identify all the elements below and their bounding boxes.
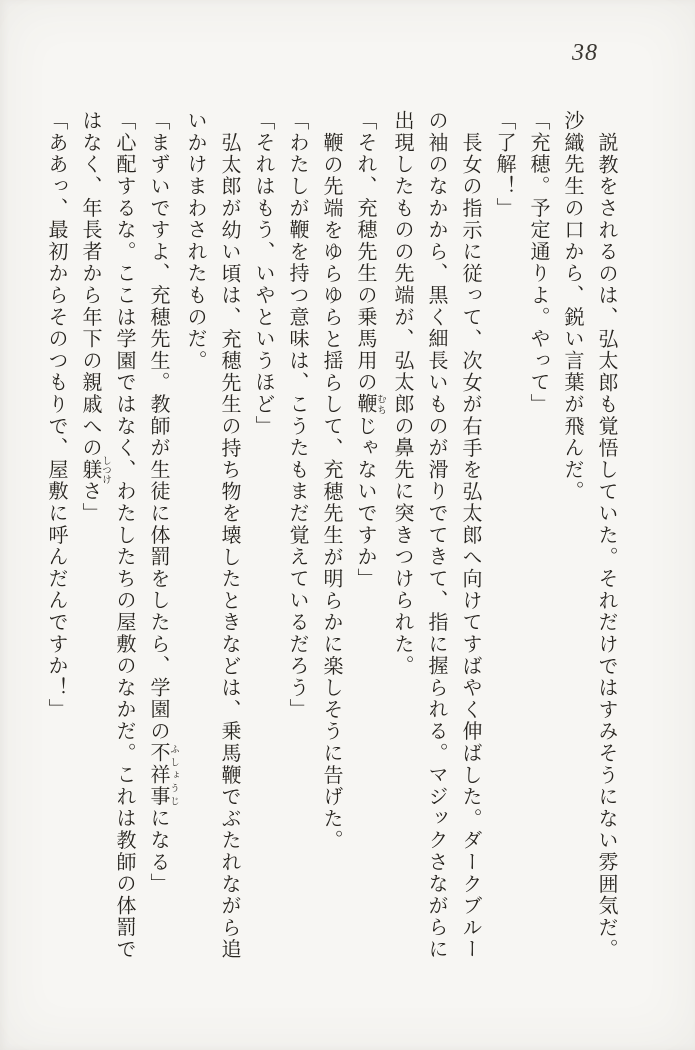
paragraph: 「それ、充穂先生の乗馬用の鞭 むちじゃないですか」 (354, 110, 385, 590)
paragraph: 「まずいですよ、充穂先生。教師が生徒に体罰をしたら、学園の不祥事 ふしょうじになる」 (147, 110, 178, 895)
paragraph: 「わたしが鞭を持つ意味は、こうたもまだ覚えているだろう」 (286, 110, 308, 721)
paragraph: 説教をされるのは、弘太郎も覚悟していた。それだけではすみそうにない雰囲気だ。沙織先生の口から、鋭い言葉が飛んだ。 (561, 110, 617, 961)
paragraph: 「心配するな。ここは学園ではなく、わたしたちの屋敷のなかだ。これは教師の体罰ではなく、年長者から年下の親戚への躾 しつけさ」 (79, 110, 135, 961)
paragraph: 長女の指示に従って、次女が右手を弘太郎へ向けてすばやく伸ばした。ダークブルーの袖のなかから、黒く細長いものが滑りでてきて、指に握られる。マジックさながらに出現したものの先端が、弘太郎の鼻先に突きつけられた。 (391, 110, 481, 961)
paragraph: 「ああっ、最初からそのつもりで、屋敷に呼んだんですか！」 (45, 110, 67, 721)
body-text (43, 110, 623, 968)
furigana-ruby: 不祥事 ふしょうじ (147, 742, 178, 808)
paragraph: 鞭の先端をゆらゆらと揺らして、充穂先生が明らかに楽しそうに告げた。 (320, 132, 342, 852)
paragraph: 弘太郎が幼い頃は、充穂先生の持ち物を壊したときなどは、乗馬鞭でぶたれながら追いかけまわされたものだ。 (184, 110, 240, 961)
paragraph: 「了解！」 (493, 110, 515, 219)
paragraph: 「それはもう、いやというほど」 (252, 110, 274, 437)
furigana-ruby: 鞭 むち (354, 393, 385, 416)
paragraph: 「充穂。予定通りよ。やって」 (527, 110, 549, 416)
page-number: 38 (572, 40, 598, 66)
furigana-ruby: 躾 しつけ (79, 455, 110, 484)
